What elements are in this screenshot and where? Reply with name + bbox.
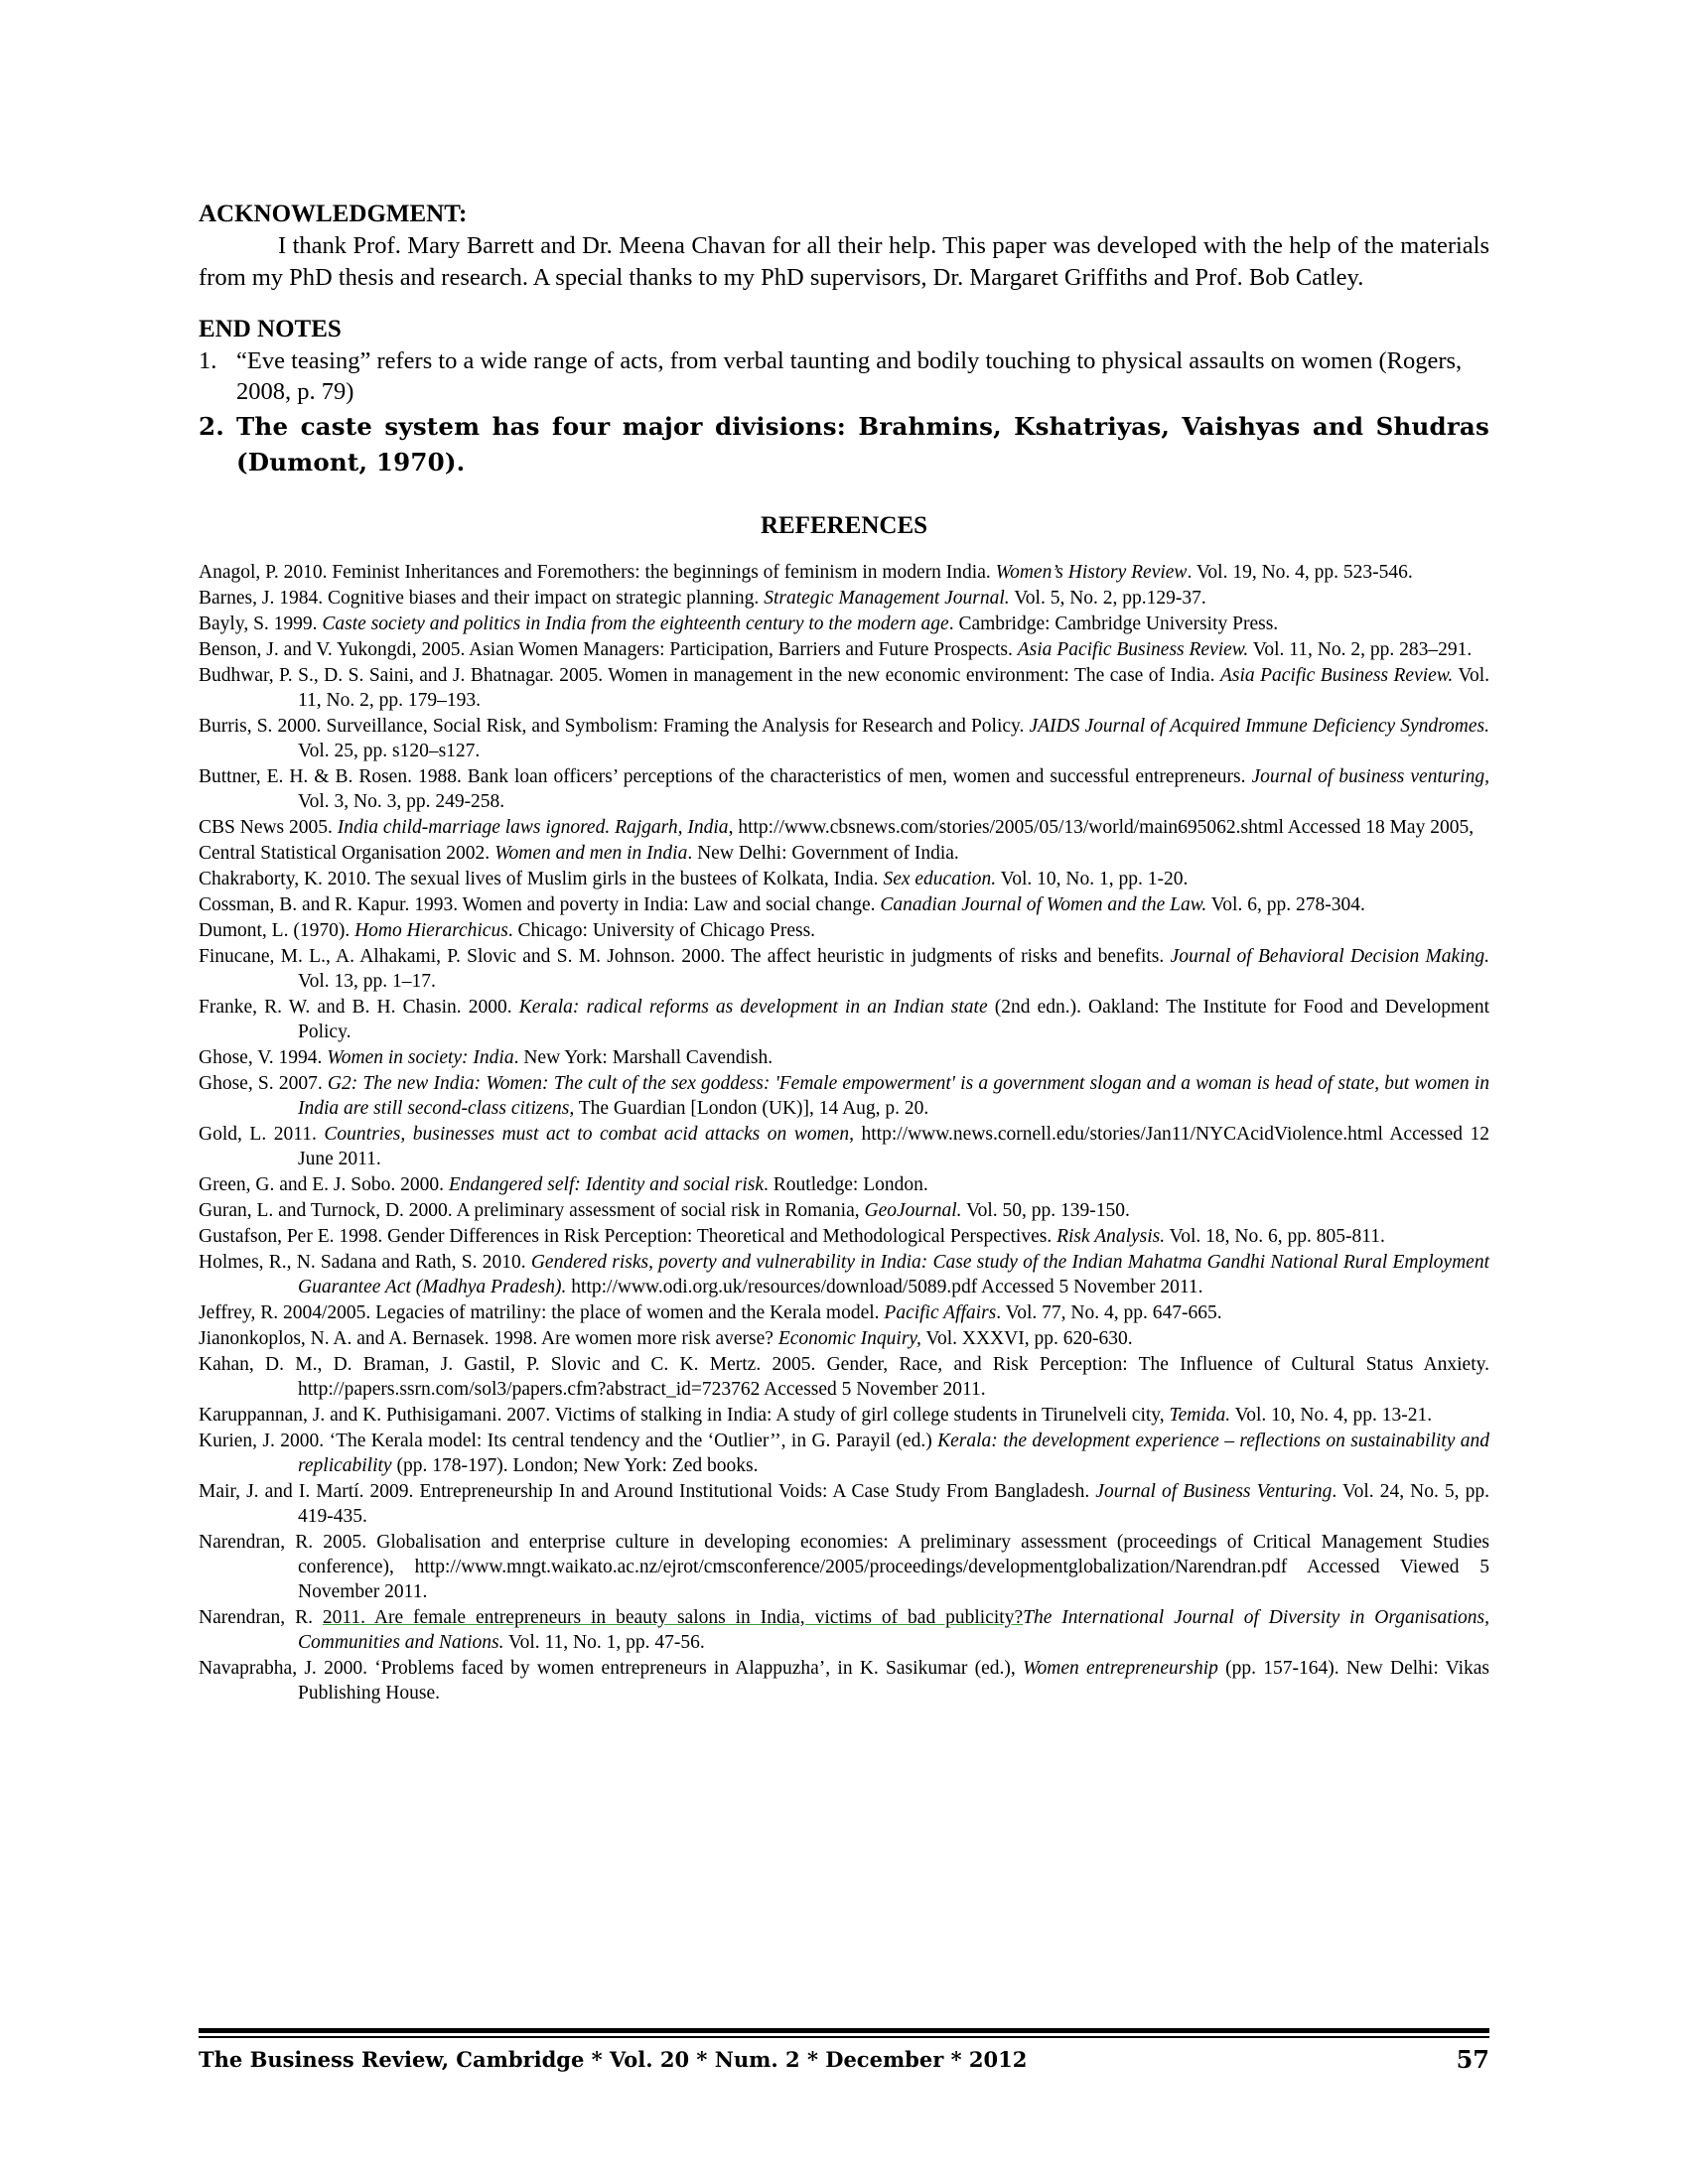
reference-details: (pp. 178-197). London; New York: Zed books. <box>391 1455 759 1476</box>
reference-source: Risk Analysis. <box>1056 1226 1166 1247</box>
reference-details: . Cambridge: Cambridge University Press. <box>948 614 1279 634</box>
end-notes-list <box>199 345 1489 480</box>
reference-text: Dumont, L. (1970). <box>199 920 355 941</box>
end-note-text: “Eve teasing” refers to a wide range of acts, from verbal taunting and bodily touching to physical assaults on women (Rogers, 2008, p. 79) <box>236 347 1463 405</box>
reference-text: Guran, L. and Turnock, D. 2000. A preliminary assessment of social risk in Romania, <box>199 1200 865 1221</box>
reference-item <box>199 612 1489 636</box>
reference-source: Homo Hierarchicus <box>354 920 508 941</box>
reference-text: Bayly, S. 1999. <box>199 614 323 634</box>
reference-details: Vol. 6, pp. 278-304. <box>1206 894 1365 915</box>
reference-details: . New Delhi: Government of India. <box>687 843 959 864</box>
references-heading: REFERENCES <box>760 512 928 539</box>
reference-details: Vol. 50, pp. 139-150. <box>961 1200 1130 1221</box>
reference-item <box>199 1198 1489 1223</box>
reference-item <box>199 1300 1489 1325</box>
references-list <box>199 560 1489 1706</box>
reference-details: Vol. 13, pp. 1–17. <box>298 971 436 992</box>
reference-text: Jianonkoplos, N. A. and A. Bernasek. 1998. Are women more risk averse? <box>199 1328 778 1349</box>
reference-source: The International Journal of Diversity in Organisations, Communities and Nations. <box>298 1607 1489 1653</box>
footer-rule-thin <box>199 2036 1489 2038</box>
reference-item <box>199 1172 1489 1197</box>
reference-text: Finucane, M. L., A. Alhakami, P. Slovic and S. M. Johnson. 2000. The affect heuristic in judgments of risks and benefits. <box>199 946 1171 967</box>
reference-text: Mair, J. and I. Martí. 2009. Entrepreneurship In and Around Institutional Voids: A Case Study From Bangladesh. <box>199 1481 1096 1502</box>
reference-item <box>199 892 1489 917</box>
footer-journal-info: The Business Review, Cambridge * Vol. 20 * Num. 2 * December * 2012 <box>199 2047 1028 2072</box>
end-notes-section <box>199 314 1489 480</box>
reference-source: Journal of Behavioral Decision Making. <box>1170 946 1489 967</box>
reference-source: Journal of Business Venturing <box>1095 1481 1333 1502</box>
reference-text: Franke, R. W. and B. H. Chasin. 2000. <box>199 997 519 1018</box>
footer-rule <box>199 2028 1489 2033</box>
reference-item <box>199 918 1489 943</box>
reference-source: Endangered self: Identity and social risk <box>448 1174 765 1195</box>
reference-item <box>199 1250 1489 1299</box>
reference-source: Pacific Affairs <box>884 1302 997 1323</box>
reference-text: Gustafson, Per E. 1998. Gender Differences in Risk Perception: Theoretical and Methodological Perspectives. <box>199 1226 1057 1247</box>
reference-underlined-text: 2011. Are female entrepreneurs in beauty salons in India, victims of bad publicity? <box>322 1607 1024 1628</box>
reference-text: Karuppannan, J. and K. Puthisigamani. 2007. Victims of stalking in India: A study of girl college students in Tirunelveli city, <box>199 1405 1170 1426</box>
reference-source: Kerala: radical reforms as development in an Indian state <box>518 997 988 1018</box>
reference-details: The Guardian [London (UK)], 14 Aug, p. 20. <box>574 1098 929 1119</box>
reference-source: Journal of business venturing, <box>1251 766 1489 787</box>
reference-text: Benson, J. and V. Yukongdi, 2005. Asian Women Managers: Participation, Barriers and Future Prospects. <box>199 639 1018 660</box>
end-note-item <box>199 345 1489 407</box>
reference-details: Vol. 10, No. 1, pp. 1-20. <box>996 869 1189 889</box>
reference-details: Vol. 18, No. 6, pp. 805-811. <box>1165 1226 1385 1247</box>
reference-item <box>199 1605 1489 1655</box>
footer-page-number: 57 <box>1456 2045 1489 2074</box>
reference-text: Ghose, V. 1994. <box>199 1047 328 1068</box>
reference-source: Countries, businesses must act to combat acid attacks on women, <box>324 1124 854 1145</box>
reference-details: . Vol. 77, No. 4, pp. 647-665. <box>996 1302 1222 1323</box>
reference-source: Gendered risks, poverty and vulnerability in India: Case study of the Indian Mahatma Gandhi National Rural Employment Guarantee Act (Madhya Pradesh). <box>298 1252 1489 1297</box>
reference-details: Vol. 25, pp. s120–s127. <box>298 741 481 761</box>
reference-details: Vol. 11, No. 1, pp. 47-56. <box>503 1632 705 1653</box>
reference-item <box>199 1122 1489 1171</box>
reference-item <box>199 1352 1489 1402</box>
reference-source: Women in society: India <box>327 1047 514 1068</box>
reference-item <box>199 815 1489 840</box>
end-note-number: 2. <box>199 412 224 441</box>
reference-item <box>199 841 1489 866</box>
reference-text: Kahan, D. M., D. Braman, J. Gastil, P. Slovic and C. K. Mertz. 2005. Gender, Race, and Risk Perception: The Influence of Cultural Status Anxiety. http://papers.ssrn.com/sol3/papers.cfm?abstract_id=723762 Accessed 5 November 2011. <box>199 1354 1489 1400</box>
reference-item <box>199 1403 1489 1428</box>
references-section <box>199 510 1489 1706</box>
reference-text: Holmes, R., N. Sadana and Rath, S. 2010. <box>199 1252 531 1273</box>
reference-text: Ghose, S. 2007. <box>199 1073 328 1094</box>
reference-source: Asia Pacific Business Review. <box>1219 665 1454 686</box>
reference-item <box>199 944 1489 994</box>
end-note-number: 1. <box>199 347 217 374</box>
reference-details: . Vol. 19, No. 4, pp. 523-546. <box>1187 562 1413 583</box>
reference-details: Vol. 11, No. 2, pp. 179–193. <box>298 665 1490 711</box>
reference-details: Vol. XXXVI, pp. 620-630. <box>920 1328 1133 1349</box>
reference-item <box>199 764 1489 814</box>
reference-text: Anagol, P. 2010. Feminist Inheritances and Foremothers: the beginnings of feminism in modern India. <box>199 562 996 583</box>
reference-item <box>199 1656 1489 1706</box>
reference-text: Central Statistical Organisation 2002. <box>199 843 495 864</box>
reference-details: . Chicago: University of Chicago Press. <box>507 920 816 941</box>
reference-details: http://www.news.cornell.edu/stories/Jan11/NYCAcidViolence.html Accessed 12 June 2011. <box>298 1124 1490 1169</box>
reference-text: Narendran, R. 2005. Globalisation and enterprise culture in developing economies: A preliminary assessment (proceedings of Critical Management Studies conference), http://www.mngt.waikato.ac.nz/ejrot/cmsconference/2005/proceedings/developmentglobalization/Narendran.pdf Accessed Viewed 5 November 2011. <box>199 1532 1489 1602</box>
reference-item <box>199 637 1489 662</box>
reference-text: Green, G. and E. J. Sobo. 2000. <box>199 1174 449 1195</box>
reference-item <box>199 1429 1489 1478</box>
reference-source: Caste society and politics in India from the eighteenth century to the modern age <box>322 614 949 634</box>
reference-source: Economic Inquiry, <box>777 1328 921 1349</box>
reference-text: Narendran, R. <box>199 1607 323 1628</box>
acknowledgment-body: I thank Prof. Mary Barrett and Dr. Meena Chavan for all their help. This paper was developed with the help of the materials from my PhD thesis and research. A special thanks to my PhD supervisors, Dr. Margaret Griffiths and Prof. Bob Catley. <box>199 232 1489 291</box>
reference-details: , http://www.cbsnews.com/stories/2005/05/13/world/main695062.shtml Accessed 18 May 2005, <box>728 817 1475 838</box>
reference-source: JAIDS Journal of Acquired Immune Deficiency Syndromes. <box>1029 716 1489 737</box>
reference-details: Vol. 3, No. 3, pp. 249-258. <box>298 791 505 812</box>
acknowledgment-heading: ACKNOWLEDGMENT: <box>199 201 468 227</box>
reference-text: Jeffrey, R. 2004/2005. Legacies of matriliny: the place of women and the Kerala model. <box>199 1302 885 1323</box>
reference-source: India child-marriage laws ignored. Rajgarh, India <box>337 817 729 838</box>
reference-source: Sex education. <box>883 869 997 889</box>
reference-source: Women entrepreneurship <box>1023 1658 1218 1679</box>
reference-item <box>199 1479 1489 1529</box>
end-note-text: The caste system has four major divisions: Brahmins, Kshatriyas, Vaishyas and Shudras (Dumont, 1970). <box>236 412 1489 477</box>
end-notes-heading: END NOTES <box>199 316 342 342</box>
reference-text: Gold, L. 2011. <box>199 1124 325 1145</box>
reference-details: . New York: Marshall Cavendish. <box>513 1047 774 1068</box>
reference-source: Temida. <box>1169 1405 1231 1426</box>
reference-source: Women’s History Review <box>995 562 1188 583</box>
reference-item <box>199 1224 1489 1249</box>
reference-text: Burris, S. 2000. Surveillance, Social Risk, and Symbolism: Framing the Analysis for Research and Policy. <box>199 716 1030 737</box>
reference-text: Budhwar, P. S., D. S. Saini, and J. Bhatnagar. 2005. Women in management in the new economic environment: The case of India. <box>199 665 1220 686</box>
reference-text: Buttner, E. H. & B. Rosen. 1988. Bank loan officers’ perceptions of the characteristics of men, women and successful entrepreneurs. <box>199 766 1252 787</box>
reference-text: Navaprabha, J. 2000. ‘Problems faced by women entrepreneurs in Alappuzha’, in K. Sasikumar (ed.), <box>199 1658 1024 1679</box>
page-content <box>199 199 1489 1706</box>
reference-details: http://www.odi.org.uk/resources/download/5089.pdf Accessed 5 November 2011. <box>566 1277 1203 1297</box>
acknowledgment-section <box>199 199 1489 294</box>
reference-text: Chakraborty, K. 2010. The sexual lives of Muslim girls in the bustees of Kolkata, India. <box>199 869 884 889</box>
reference-item <box>199 1071 1489 1121</box>
reference-item <box>199 560 1489 585</box>
reference-source: GeoJournal. <box>864 1200 962 1221</box>
reference-item <box>199 867 1489 891</box>
reference-details: . Vol. 24, No. 5, pp. 419-435. <box>298 1481 1489 1527</box>
reference-details: Vol. 10, No. 4, pp. 13-21. <box>1230 1405 1433 1426</box>
reference-details: (pp. 157-164). New Delhi: Vikas Publishing House. <box>298 1658 1489 1704</box>
reference-item <box>199 1045 1489 1070</box>
reference-text: CBS News 2005. <box>199 817 338 838</box>
reference-item <box>199 714 1489 763</box>
reference-item <box>199 586 1489 611</box>
reference-source: G2: The new India: Women: The cult of the sex goddess: 'Female empowerment' is a government slogan and a woman is head of state, but women in India are still second-class citizens, <box>298 1073 1489 1119</box>
reference-source: Canadian Journal of Women and the Law. <box>880 894 1207 915</box>
reference-details: Vol. 5, No. 2, pp.129-37. <box>1009 588 1206 609</box>
reference-text: Kurien, J. 2000. ‘The Kerala model: Its central tendency and the ‘Outlier’’, in G. Parayil (ed.) <box>199 1431 938 1451</box>
reference-item <box>199 995 1489 1044</box>
end-note-item <box>199 409 1489 480</box>
reference-details: . Routledge: London. <box>764 1174 928 1195</box>
reference-item <box>199 663 1489 713</box>
reference-source: Kerala: the development experience – reflections on sustainability and replicability <box>298 1431 1490 1476</box>
reference-source: Women and men in India <box>494 843 688 864</box>
reference-source: Asia Pacific Business Review. <box>1017 639 1249 660</box>
reference-text: Barnes, J. 1984. Cognitive biases and their impact on strategic planning. <box>199 588 765 609</box>
reference-item <box>199 1530 1489 1604</box>
reference-details: (2nd edn.). Oakland: The Institute for Food and Development Policy. <box>298 997 1489 1042</box>
reference-details: Vol. 11, No. 2, pp. 283–291. <box>1248 639 1473 660</box>
reference-item <box>199 1326 1489 1351</box>
reference-source: Strategic Management Journal. <box>764 588 1010 609</box>
reference-text: Cossman, B. and R. Kapur. 1993. Women and poverty in India: Law and social change. <box>199 894 881 915</box>
